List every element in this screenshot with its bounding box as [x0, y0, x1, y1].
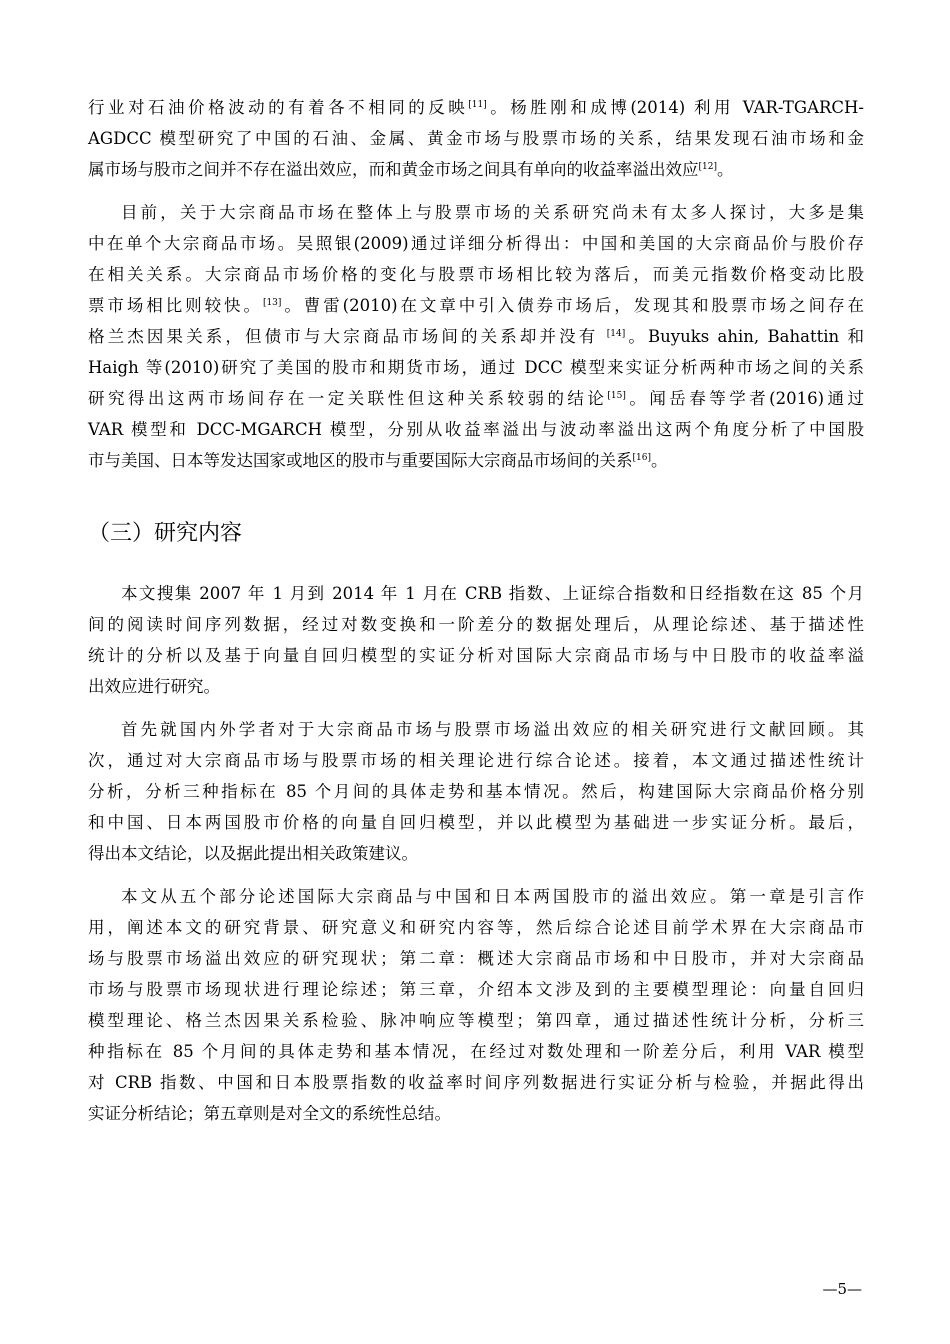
text-run: 次，通过对大宗商品市场与股票市场的相关理论进行综合论述。接着，本文通过描述性统计: [88, 751, 864, 770]
text-run: Haigh 等(2010)研究了美国的股市和期货市场，通过 DCC 模型来实证分析两种市场之间的关系: [88, 358, 864, 377]
text-run: 属市场与股市之间并不存在溢出效应，而和黄金市场之间具有单向的收益率溢出效应: [88, 160, 699, 179]
text-line: [88, 1005, 864, 1036]
text-line: [88, 123, 864, 154]
text-run: 。Buyuks ahin, Bahattin 和: [625, 327, 865, 346]
text-line: [88, 838, 864, 869]
text-run: 分析，分析三种指标在 85 个月间的具体走势和基本情况。然后，构建国际大宗商品价格分别: [88, 782, 864, 801]
text-run: 格兰杰因果关系，但债市与大宗商品市场间的关系却并没有: [88, 327, 607, 346]
text-line: [88, 383, 864, 414]
text-line: [88, 807, 864, 838]
paragraph: [88, 881, 864, 1129]
section-heading: （三）研究内容: [88, 521, 243, 546]
text-run: 在相关关系。大宗商品市场价格的变化与股票市场相比较为落后，而美元指数价格变动比股: [88, 265, 864, 284]
text-run: 。: [650, 451, 668, 470]
text-run: 市场与股票市场现状进行理论综述；第三章，介绍本文涉及到的主要模型理论：向量自回归: [88, 980, 864, 999]
text-line: [88, 776, 864, 807]
text-line: [88, 912, 864, 943]
text-line: [88, 1036, 864, 1067]
text-run: 种指标在 85 个月间的具体走势和基本情况，在经过对数处理和一阶差分后，利用 VAR 模型: [88, 1042, 864, 1061]
text-line: [88, 228, 864, 259]
page-number: —5—: [822, 1280, 862, 1298]
citation-reference: [13]: [262, 298, 282, 308]
text-run: 。杨胜刚和成博(2014) 利用 VAR-TGARCH-: [486, 98, 865, 117]
text-run: 和中国、日本两国股市价格的向量自回归模型，并以此模型为基础进一步实证分析。最后，: [88, 813, 864, 832]
citation-reference: [12]: [698, 162, 717, 172]
citation-reference: [16]: [632, 453, 651, 463]
text-run: 实证分析结论；第五章则是对全文的系统性总结。: [88, 1104, 451, 1123]
body-text-bottom: [88, 578, 864, 1141]
text-line: [88, 714, 864, 745]
text-line: [88, 1067, 864, 1098]
citation-reference: [11]: [468, 100, 487, 110]
text-run: 出效应进行研究。: [88, 677, 220, 696]
text-run: 目前，关于大宗商品市场在整体上与股票市场的关系研究尚未有太多人探讨，大多是集: [121, 203, 864, 222]
text-line: [88, 445, 864, 476]
text-line: [88, 352, 864, 383]
text-run: 研究得出这两市场间存在一定关联性但这种关系较弱的结论: [88, 389, 608, 408]
text-run: 场与股票市场溢出效应的研究现状；第二章：概述大宗商品市场和中日股市，并对大宗商品: [88, 949, 864, 968]
text-line: [88, 640, 864, 671]
text-run: VAR 模型和 DCC-MGARCH 模型，分别从收益率溢出与波动率溢出这两个角度分析了中国股: [88, 420, 864, 439]
text-line: [88, 943, 864, 974]
text-run: 票市场相比则较快。: [88, 296, 263, 315]
text-line: [88, 321, 864, 352]
text-run: 间的阅读时间序列数据，经过对数变换和一阶差分的数据处理后，从理论综述、基于描述性: [88, 615, 864, 634]
text-run: 中在单个大宗商品市场。吴照银(2009)通过详细分析得出：中国和美国的大宗商品价与股价存: [88, 234, 864, 253]
text-run: 得出本文结论，以及据此提出相关政策建议。: [88, 844, 418, 863]
text-line: [88, 290, 864, 321]
text-run: 统计的分析以及基于向量自回归模型的实证分析对国际大宗商品市场与中日股市的收益率溢: [88, 646, 864, 665]
text-line: [88, 609, 864, 640]
text-run: 行业对石油价格波动的有着各不相同的反映: [88, 98, 469, 117]
text-line: [88, 154, 864, 185]
body-text-top: [88, 92, 864, 488]
text-run: 本文从五个部分论述国际大宗商品与中国和日本两国股市的溢出效应。第一章是引言作: [121, 887, 864, 906]
paragraph: [88, 197, 864, 476]
text-run: 市与美国、日本等发达国家或地区的股市与重要国际大宗商品市场间的关系: [88, 451, 633, 470]
text-line: [88, 414, 864, 445]
text-line: [88, 745, 864, 776]
paragraph: [88, 578, 864, 702]
citation-reference: [15]: [607, 391, 626, 401]
text-run: 对 CRB 指数、中国和日本股票指数的收益率时间序列数据进行实证分析与检验，并据此得出: [88, 1073, 864, 1092]
text-run: 用，阐述本文的研究背景、研究意义和研究内容等，然后综合论述目前学术界在大宗商品市: [88, 918, 864, 937]
paragraph: [88, 714, 864, 869]
text-line: [88, 578, 864, 609]
paragraph: [88, 92, 864, 185]
text-line: [88, 881, 864, 912]
text-run: 。曹雷(2010)在文章中引入债券市场后，发现其和股票市场之间存在: [281, 296, 865, 315]
text-run: 。: [716, 160, 734, 179]
text-line: [88, 92, 864, 123]
text-run: 本文搜集 2007 年 1 月到 2014 年 1 月在 CRB 指数、上证综合指数和日经指数在这 85 个月: [121, 584, 864, 603]
text-line: [88, 197, 864, 228]
text-run: 首先就国内外学者对于大宗商品市场与股票市场溢出效应的相关研究进行文献回顾。其: [121, 720, 864, 739]
text-run: AGDCC 模型研究了中国的石油、金属、黄金市场与股票市场的关系，结果发现石油市场和金: [88, 129, 864, 148]
text-run: 模型理论、格兰杰因果关系检验、脉冲响应等模型；第四章，通过描述性统计分析，分析三: [88, 1011, 864, 1030]
text-line: [88, 974, 864, 1005]
text-line: [88, 1098, 864, 1129]
text-run: 。闻岳春等学者(2016)通过: [625, 389, 865, 408]
text-line: [88, 259, 864, 290]
citation-reference: [14]: [606, 329, 626, 339]
text-line: [88, 671, 864, 702]
